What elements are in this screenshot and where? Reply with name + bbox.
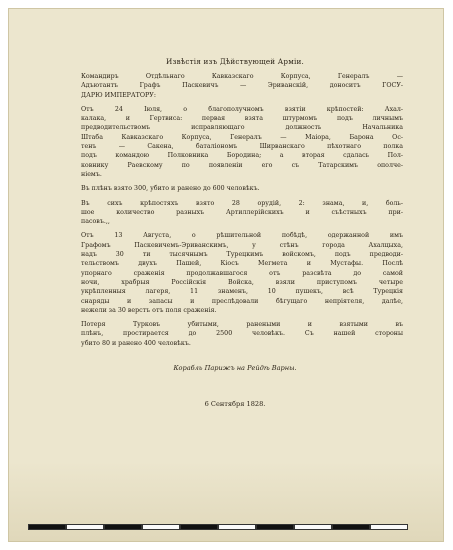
text-line: укрѣпленныя лагеря, 11 знаменъ, 10 пушекъ, всѣ Турецкія — [81, 288, 403, 296]
text-line: шое количество разныхъ Артиллерійскихъ и съѣстныхъ при- — [81, 208, 403, 216]
paragraph — [67, 105, 403, 179]
text-line: предводительствомъ исправляющаго должность Начальника — [81, 124, 403, 132]
text-line: ковнику Раевскому по появленіи его съ Татарскимъ ополче- — [81, 161, 403, 169]
text-line: убито 80 и ранено 400 человѣкъ. — [81, 339, 191, 347]
text-line: Командиръ Отдѣльнаго Кавказскаго Корпуса, Генералъ — — [81, 73, 403, 80]
paragraph — [67, 72, 403, 100]
text-line: Штаба Кавказскаго Корпуса, Генералъ — Маіора, Барона Ос- — [81, 133, 403, 141]
paragraph — [67, 231, 403, 315]
text-line: снаряды и запасы и преслѣдовали бѣгущаго непріятеля, далѣе, — [81, 297, 403, 305]
text-line: калака, и Гертвиса: первая взята штурмомъ подъ личнымъ — [81, 115, 403, 123]
scale-bar-segment — [142, 524, 180, 530]
scale-bar-segment — [294, 524, 332, 530]
text-line: надъ 30 ти тысячнымъ Турецкимъ войскомъ, подъ предводи- — [81, 251, 403, 259]
scale-bar-segment — [180, 524, 218, 530]
text-line: Въ сихъ крѣпостяхъ взято 28 орудій, 2: знама, и, боль- — [81, 199, 403, 207]
text-line: плѣнъ, простирается до 2500 человѣкъ. Съ нашей стороны — [81, 330, 403, 338]
text-line: подъ командою Полковника Бородина; а вторая сдалась Пол- — [81, 152, 403, 160]
document-heading: Извѣстія изъ Дѣйствующей Арміи. — [166, 57, 304, 66]
color-scale-bar — [28, 524, 408, 534]
paragraph — [67, 199, 403, 227]
paragraph — [67, 320, 403, 348]
scale-bar-segment — [28, 524, 66, 530]
text-line: Графомъ Паскевичемъ-Эриванскимъ, у стѣнъ города Ахалцыха, — [81, 241, 403, 249]
date-line: 6 Сентября 1828. — [204, 400, 266, 409]
text-line: Потеря Турковъ убитыми, ранеными и взятыми въ — [81, 321, 403, 329]
text-line: ДАРЮ ИМПЕРАТОРУ: — [81, 91, 156, 99]
document-body — [67, 72, 403, 348]
scale-bar-segment — [66, 524, 104, 530]
scale-bar-segment — [256, 524, 294, 530]
scale-bar-segment — [370, 524, 408, 530]
scale-bar-segment — [104, 524, 142, 530]
text-line: Отъ 24 Іюля, о благополучномъ взятіи крѣпостей: Ахал- — [81, 105, 403, 113]
text-line: Въ плѣнъ взято 300, убито и ранено до 600 человѣкъ. — [81, 185, 260, 193]
text-line: тенъ — Сакена, баталіономъ Ширванскаго пѣхотнаго полка — [81, 143, 403, 151]
text-line: ніемъ. — [81, 170, 102, 178]
text-line: тельствомъ двухъ Пашей, Кіосъ Мегмета и Мустафы. Послѣ — [81, 260, 403, 268]
text-line: ночи, храбрыя Россійскія Войска, взяли приступомъ четыре — [81, 278, 403, 286]
document-text — [67, 57, 403, 408]
place-line: Корабль Парижъ на Рейдѣ Варны. — [173, 364, 297, 373]
text-line: Отъ 13 Августа, о рѣшительной побѣдѣ, одержанной имъ — [81, 232, 403, 240]
text-line: пасовъ.,, — [81, 218, 110, 226]
paragraph — [67, 184, 403, 193]
scale-bar-segment — [218, 524, 256, 530]
text-line: Адъютантъ Графъ Паскевичъ — Эриванскій, доноситъ ГОСУ- — [81, 82, 403, 90]
scale-bar-segment — [332, 524, 370, 530]
text-line: упорнаго сраженія продолжавшагося отъ разсвѣта до самой — [81, 269, 403, 277]
text-line: нежели за 30 верстъ отъ поля сраженія. — [81, 306, 217, 314]
document-sheet — [8, 8, 444, 542]
